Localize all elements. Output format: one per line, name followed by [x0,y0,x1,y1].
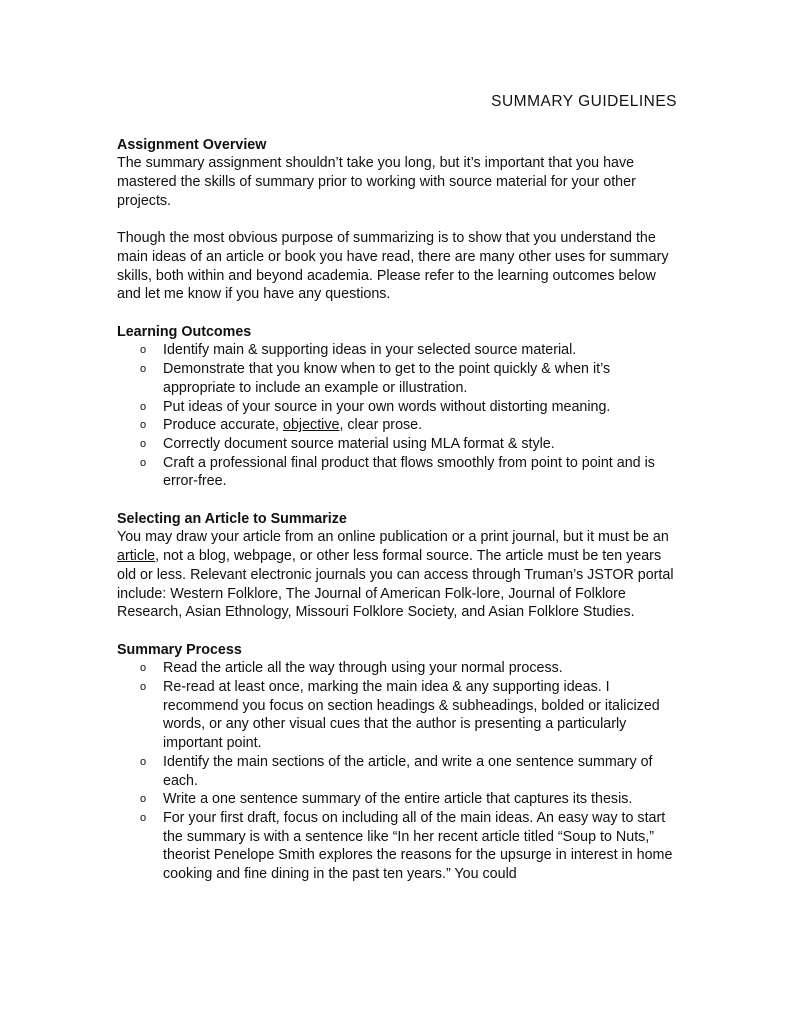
list-item-text: Identify the main sections of the article, and write a one sentence summary of each. [163,753,653,789]
document-page [117,93,677,884]
section-heading: Assignment Overview [117,136,267,153]
learning-outcomes-section [117,323,677,491]
bullet-icon: o [140,811,147,824]
bullet-icon: o [140,456,147,469]
section-heading: Learning Outcomes [117,323,252,340]
list-item [140,659,677,678]
bullet-icon: o [140,419,147,432]
list-item-text: Identify main & supporting ideas in your selected source material. [163,342,577,359]
list-item-text [163,417,422,433]
selecting-article-paragraph [117,528,677,622]
text-fragment: , not a blog, webpage, or other less formal source. The article must be ten years old or less. Relevant electronic journals you can access through Truman’s JSTOR portal include: Western Folklore, The Journal of American Folk-lore, Journal of Folklore Research, Asian Ethnology, Missouri Folklore Society, and Asian Folklore Studies. [117,548,674,621]
list-item-text: Re-read at least once, marking the main idea & any supporting ideas. I recommend you focus on section headings & subheadings, bolded or italicized words, or any other visual cues that the author is presenting a particularly important point. [163,679,660,752]
list-item [140,454,677,491]
list-item [140,790,677,809]
list-item [140,678,677,753]
bullet-icon: o [140,363,147,376]
bullet-icon: o [140,755,147,768]
section-heading: Summary Process [117,641,242,658]
section-heading: Selecting an Article to Summarize [117,510,347,527]
list-item [140,341,677,360]
list-item-text: Write a one sentence summary of the entire article that captures its thesis. [163,791,633,808]
bullet-icon: o [140,344,147,357]
text-fragment: Produce accurate, [163,417,284,434]
bullet-icon: o [140,662,147,675]
list-item-text: Correctly document source material using MLA format & style. [163,435,555,452]
list-item [140,398,677,417]
list-item [140,809,677,884]
text-fragment: You may draw your article from an online publication or a print journal, but it must be an [117,529,669,546]
summary-process-list [117,659,677,883]
bullet-icon: o [140,437,147,450]
list-item-text: Read the article all the way through using your normal process. [163,660,563,677]
list-item-text: For your first draft, focus on including all of the main ideas. An easy way to start the summary is with a sentence like “In her recent article titled “Soup to Nuts,” theorist Penelope Smith explores the reasons for the upsurge in interest in home cooking and fine dining in the past ten years.” You could [163,809,673,883]
list-item [140,435,677,454]
page-title: SUMMARY GUIDELINES [491,93,677,110]
summary-process-section [117,641,677,884]
list-item-text: Craft a professional final product that flows smoothly from point to point and is error-free. [163,454,655,490]
bullet-icon: o [140,681,147,694]
learning-outcomes-list [117,341,677,491]
list-item-text: Demonstrate that you know when to get to the point quickly & when it’s appropriate to include an example or illustration. [163,361,611,396]
list-item [140,360,677,397]
selecting-article-section [117,510,677,622]
bullet-icon: o [140,793,147,806]
overview-paragraph-2: Though the most obvious purpose of summarizing is to show that you understand the main ideas of an article or book you have read, there are many other uses for summary skills, both within and beyond academia. Please refer to the learning outcomes below and let me know if you have any questions. [117,230,669,303]
list-item-text: Put ideas of your source in your own words without distorting meaning. [163,398,611,415]
list-item [140,416,677,435]
list-item [140,753,677,790]
underlined-word: article [117,548,156,565]
assignment-overview-section [117,136,677,304]
overview-paragraph-1: The summary assignment shouldn’t take you long, but it’s important that you have mastered the skills of summary prior to working with source material for your other projects. [117,155,636,209]
underlined-word: objective [283,417,340,434]
text-fragment: , clear prose. [339,417,423,434]
bullet-icon: o [140,400,147,413]
